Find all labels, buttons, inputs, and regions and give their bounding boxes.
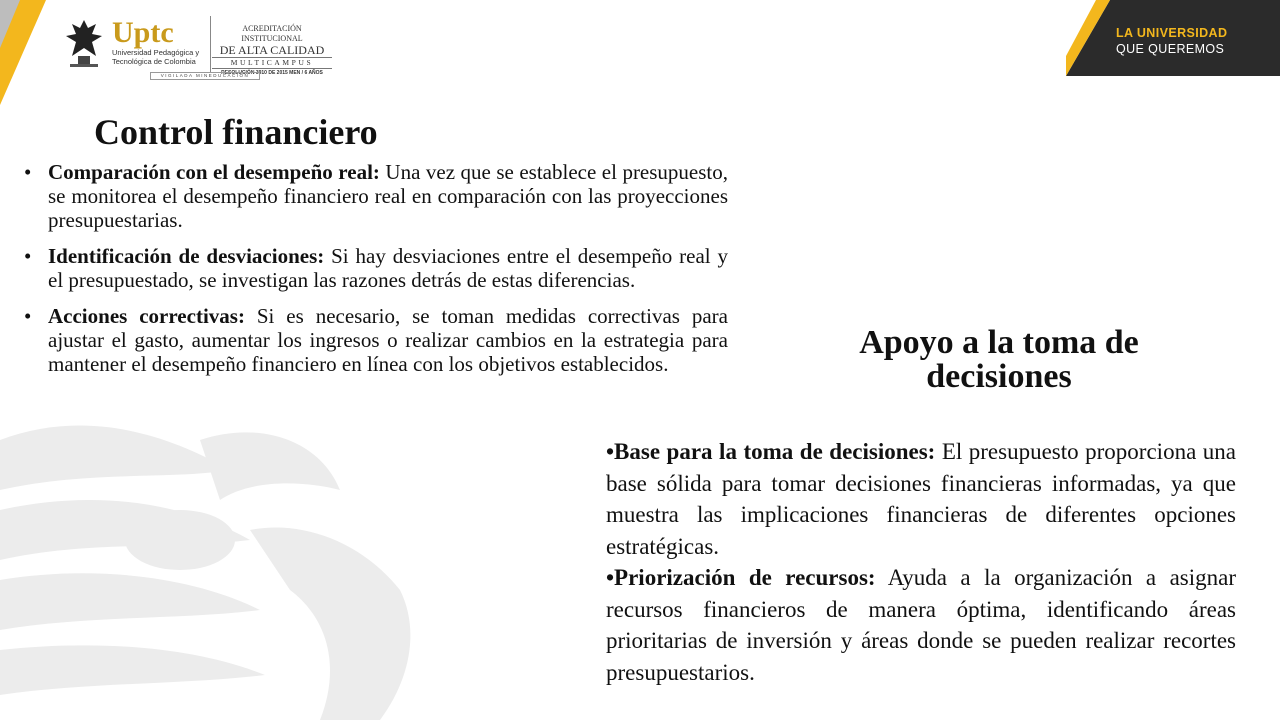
item-text: Ayuda a la organización a asignar recursos financieros de manera óptima, identificando áreas prioritarias de inversión y áreas donde se pueden realizar recortes presupuestarios. — [606, 565, 1237, 685]
control-financiero-title: Control financiero — [94, 112, 378, 152]
item-text: El presupuesto proporciona una base sólida para tomar decisiones financieras informadas, ya que muestra las implicaciones financieras de diferentes opciones estratégicas. — [606, 439, 1236, 559]
bullet: • — [24, 160, 32, 184]
uptc-wordmark: Uptc — [112, 16, 174, 49]
bullet: • — [24, 304, 32, 328]
eagle-watermark-icon — [0, 400, 560, 720]
coat-of-arms-icon — [62, 16, 106, 70]
apoyo-decisiones-title: Apoyo a la toma de decisiones — [859, 324, 1139, 395]
list-item — [24, 304, 728, 376]
uptc-subtitle-1: Universidad Pedagógica y — [112, 48, 200, 57]
control-financiero-list — [24, 160, 728, 388]
item-text: Si hay desviaciones entre el desempeño real y el presupuestado, se investigan las razones detrás de estas diferencias. — [48, 244, 728, 292]
item-text: Si es necesario, se toman medidas correctivas para ajustar el gasto, aumentar los ingresos o realizar cambios en la estrategia para mantener el desempeño financiero en línea con los objetivos establecidos. — [48, 304, 728, 376]
slogan-line-1: LA UNIVERSIDAD — [1116, 26, 1228, 40]
paragraph-item — [606, 436, 1236, 562]
accreditation-line-2: DE ALTA CALIDAD — [219, 43, 325, 57]
header-divider — [210, 16, 211, 72]
slogan-text — [1116, 25, 1227, 57]
accreditation-line-1: ACREDITACIÓN INSTITUCIONAL — [241, 24, 303, 43]
list-item — [24, 160, 728, 232]
item-label: •Priorización de recursos: — [606, 565, 876, 590]
accreditation-line-3: MULTICAMPUS — [212, 57, 332, 69]
uptc-subtitle-2: Tecnológica de Colombia — [112, 57, 196, 66]
item-label: Identificación de desviaciones: — [48, 244, 325, 268]
list-item — [24, 244, 728, 292]
apoyo-decisiones-content — [606, 436, 1236, 688]
item-label: Acciones correctivas: — [48, 304, 245, 328]
vigilada-label: VIGILADA MINEDUCACIÓN — [150, 72, 260, 80]
paragraph-item — [606, 562, 1236, 688]
item-label: Comparación con el desempeño real: — [48, 160, 380, 184]
item-label: •Base para la toma de decisiones: — [606, 439, 936, 464]
corner-triangle-graphic — [0, 0, 62, 110]
slogan-line-2: QUE QUEREMOS — [1116, 42, 1225, 56]
accreditation-line-4: RESOLUCIÓN 3910 DE 2015 MEN / 6 AÑOS — [221, 70, 323, 76]
item-text: Una vez que se establece el presupuesto, se monitorea el desempeño financiero real en comparación con las proyecciones presupuestarias. — [48, 160, 729, 232]
bullet: • — [24, 244, 32, 268]
uptc-logo — [112, 18, 202, 66]
accreditation-block — [212, 24, 332, 77]
